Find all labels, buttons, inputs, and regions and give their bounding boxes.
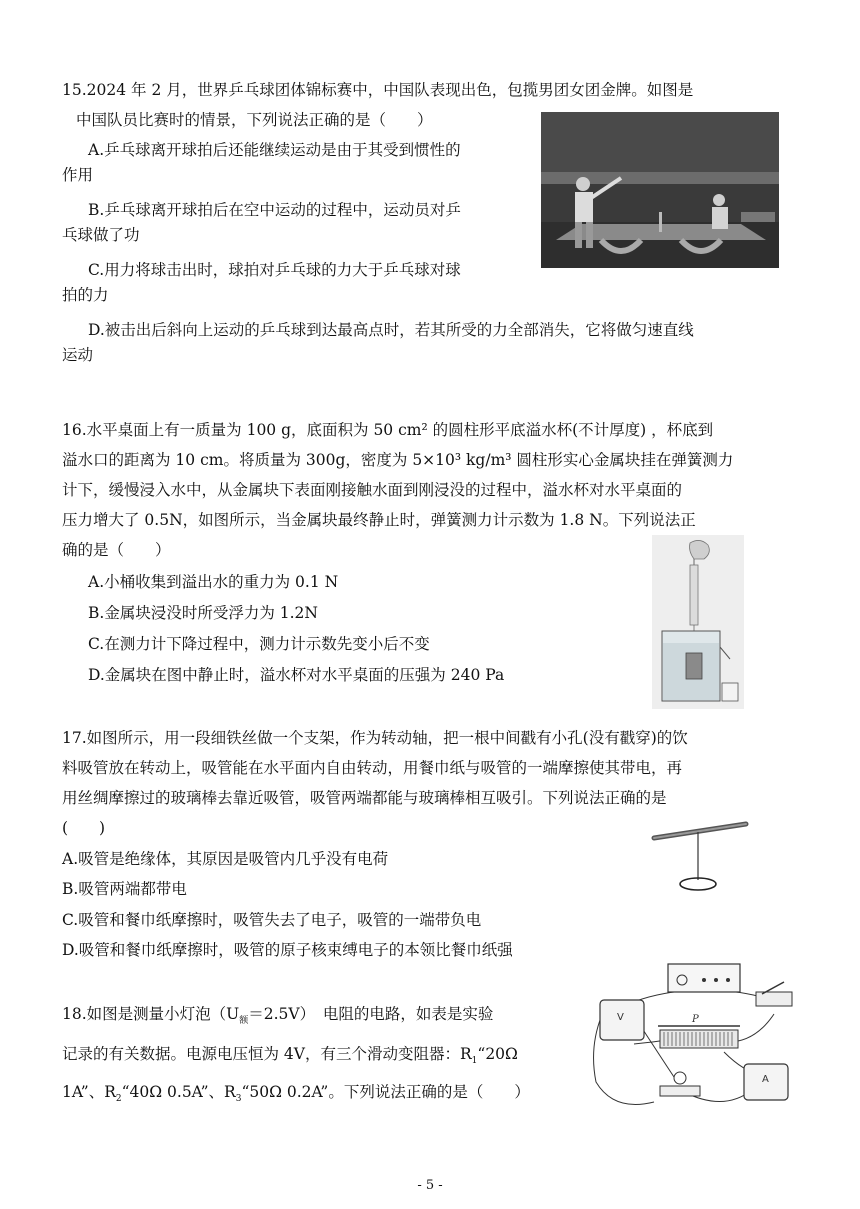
q15-option-c-cont: 拍的力	[62, 286, 109, 304]
q18-stem-line1-part1: 18.如图是测量小灯泡（U	[62, 1005, 240, 1023]
voltmeter-label: V	[617, 1012, 624, 1023]
q18-stem-line1-part2: ＝2.5V） 电阻的电路，如表是实验	[248, 1005, 494, 1023]
q15-option-b-cont: 乓球做了功	[62, 226, 140, 244]
q15-option-a: A.乒乓球离开球拍后还能继续运动是由于其受到惯性的	[88, 141, 461, 159]
q17-stem-line1: 17.如图所示，用一段细铁丝做一个支架，作为转动轴，把一根中间戳有小孔(没有戳穿)的饮	[62, 729, 688, 747]
circuit-figure	[584, 962, 802, 1118]
q16-option-d: D.金属块在图中静止时，溢水杯对水平桌面的压强为 240 Pa	[88, 666, 505, 684]
q17-option-c: C.吸管和餐巾纸摩擦时，吸管失去了电子，吸管的一端带负电	[62, 911, 482, 929]
q16-option-b: B.金属块浸没时所受浮力为 1.2N	[88, 604, 318, 622]
q16-stem-line1: 16.水平桌面上有一质量为 100 g，底面积为 50 cm² 的圆柱形平底溢水杯(不计厚度) ，杯底到	[62, 421, 714, 439]
q15-option-d-cont: 运动	[62, 346, 94, 364]
page-number: - 5 -	[417, 1178, 443, 1193]
q18-stem-line3	[62, 1080, 530, 1104]
q15-option-c: C.用力将球击出时，球拍对乒乓球的力大于乒乓球对球	[88, 261, 461, 279]
q18-rated-subscript: 额	[239, 1016, 249, 1027]
q16-stem-line4: 压力增大了 0.5N，如图所示，当金属块最终静止时，弹簧测力计示数为 1.8 N。下列说法正	[62, 511, 696, 529]
straw-on-stand-figure	[648, 818, 750, 898]
ammeter-label: A	[762, 1074, 769, 1085]
q18-stem-line2	[62, 1042, 518, 1066]
q15-stem-line2: 中国队员比赛时的情景，下列说法正确的是（ ）	[76, 111, 433, 129]
q18-r3-subscript: 3	[235, 1094, 242, 1105]
q18-r1-subscript: 1	[471, 1056, 478, 1067]
q16-stem-line5: 确的是（ ）	[62, 541, 171, 559]
q15-option-d: D.被击出后斜向上运动的乒乓球到达最高点时，若其所受的力全部消失，它将做匀速直线	[88, 321, 694, 339]
q17-stem-line3: 用丝绸摩擦过的玻璃棒去靠近吸管，吸管两端都能与玻璃棒相互吸引。下列说法正确的是	[62, 789, 667, 807]
q16-stem-line3: 计下，缓慢浸入水中，从金属块下表面刚接触水面到刚浸没的过程中，溢水杯对水平桌面的	[62, 481, 683, 499]
q17-stem-line4: ( )	[62, 819, 106, 837]
q16-stem-line2: 溢水口的距离为 10 cm。将质量为 300g，密度为 5×10³ kg/m³ 圆柱形实心金属块挂在弹簧测力	[62, 451, 734, 469]
q18-stem-line2-part2: “20Ω	[477, 1045, 518, 1063]
q17-option-a: A.吸管是绝缘体，其原因是吸管内几乎没有电荷	[62, 850, 389, 868]
q18-r2-subscript: 2	[115, 1094, 122, 1105]
q16-option-c: C.在测力计下降过程中，测力计示数先变小后不变	[88, 635, 430, 653]
q15-option-b: B.乒乓球离开球拍后在空中运动的过程中，运动员对乒	[88, 201, 461, 219]
q17-option-b: B.吸管两端都带电	[62, 880, 187, 898]
q18-stem-line1	[62, 1002, 493, 1026]
table-tennis-photo	[541, 112, 779, 268]
q17-option-d: D.吸管和餐巾纸摩擦时，吸管的原子核束缚电子的本领比餐巾纸强	[62, 941, 513, 959]
q18-stem-line3-part1: 1A”、R	[62, 1083, 116, 1101]
q15-option-a-cont: 作用	[62, 166, 94, 184]
slider-p-label: P	[692, 1014, 699, 1025]
q17-stem-line2: 料吸管放在转动上，吸管能在水平面内自由转动，用餐巾纸与吸管的一端摩擦使其带电，再	[62, 759, 683, 777]
overflow-cup-figure	[652, 535, 744, 709]
q18-stem-line3-part2: “40Ω 0.5A”、R	[121, 1083, 236, 1101]
q18-stem-line3-part3: “50Ω 0.2A”。下列说法正确的是（ ）	[241, 1083, 530, 1101]
q18-stem-line2-part1: 记录的有关数据。电源电压恒为 4V，有三个滑动变阻器：R	[62, 1045, 472, 1063]
q15-stem-line1: 15.2024 年 2 月，世界乒乓球团体锦标赛中，中国队表现出色，包揽男团女团金牌。如图是	[62, 81, 694, 99]
q16-option-a: A.小桶收集到溢出水的重力为 0.1 N	[88, 573, 339, 591]
